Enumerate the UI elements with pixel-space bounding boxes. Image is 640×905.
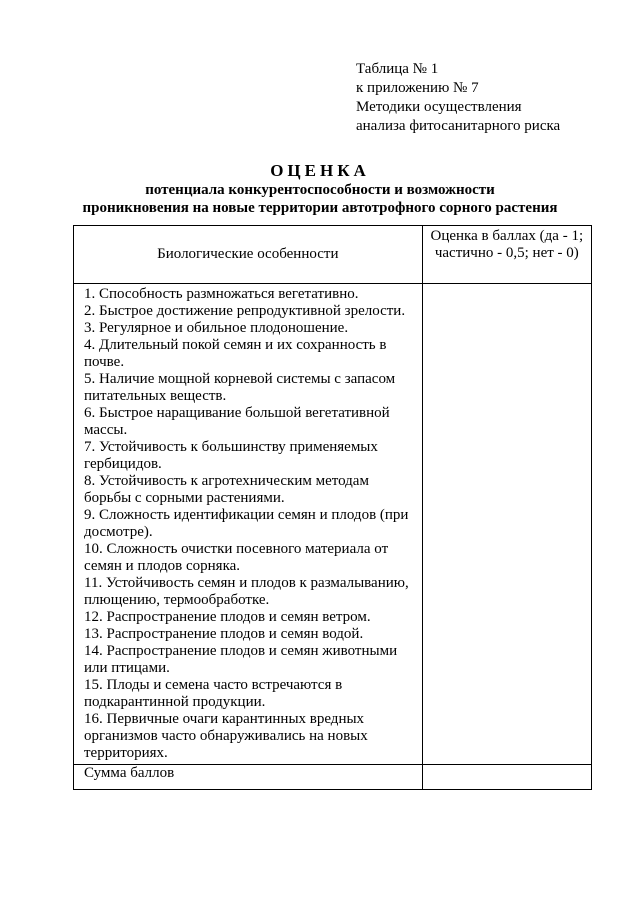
- list-item: 12. Распространение плодов и семян ветром.: [84, 609, 371, 625]
- table-reference: [356, 60, 560, 136]
- list-item: 9. Сложность идентификации семян и плодов (при досмотре).: [84, 507, 409, 540]
- list-item: 11. Устойчивость семян и плодов к размалыванию, плющению, термообработке.: [84, 575, 409, 608]
- document-subtitle-line-2: проникновения на новые территории автотрофного сорного растения: [82, 200, 558, 216]
- table-header-row: [74, 226, 592, 284]
- list-item: 8. Устойчивость к агротехническим методам борьбы с сорными растениями.: [84, 473, 369, 506]
- list-item: 5. Наличие мощной корневой системы с запасом питательных веществ.: [84, 371, 396, 404]
- document-heading: [60, 160, 580, 217]
- features-list: [74, 284, 423, 765]
- sum-value-cell: [422, 765, 591, 790]
- list-item: 7. Устойчивость к большинству применяемых гербицидов.: [84, 439, 378, 472]
- list-item: 14. Распространение плодов и семян животными или птицами.: [84, 643, 398, 676]
- reference-line-2: к приложению № 7: [356, 80, 479, 96]
- sum-label: Сумма баллов: [74, 765, 423, 790]
- table-items-row: [74, 284, 592, 765]
- list-item: 2. Быстрое достижение репродуктивной зрелости.: [84, 303, 406, 319]
- document-subtitle-line-1: потенциала конкурентоспособности и возможности: [145, 182, 495, 198]
- reference-line-3: Методики осуществления: [356, 99, 522, 115]
- list-item: 1. Способность размножаться вегетативно.: [84, 286, 359, 302]
- header-biological-features: Биологические особенности: [74, 226, 423, 284]
- reference-line-4: анализа фитосанитарного риска: [356, 118, 561, 134]
- list-item: 15. Плоды и семена часто встречаются в подкарантинной продукции.: [84, 677, 343, 710]
- list-item: 16. Первичные очаги карантинных вредных организмов часто обнаруживались на новых территориях.: [84, 711, 368, 761]
- list-item: 4. Длительный покой семян и их сохранность в почве.: [84, 337, 387, 370]
- score-cell: [422, 284, 591, 765]
- list-item: 13. Распространение плодов и семян водой.: [84, 626, 364, 642]
- list-item: 6. Быстрое наращивание большой вегетативной массы.: [84, 405, 390, 438]
- list-item: 10. Сложность очистки посевного материала от семян и плодов сорняка.: [84, 541, 389, 574]
- document-title: ОЦЕНКА: [270, 161, 370, 180]
- header-score: Оценка в баллах (да - 1; частично - 0,5; нет - 0): [422, 226, 591, 284]
- list-item: 3. Регулярное и обильное плодоношение.: [84, 320, 349, 336]
- reference-line-1: Таблица № 1: [356, 61, 439, 77]
- table-sum-row: [74, 765, 592, 790]
- assessment-table: [73, 225, 592, 790]
